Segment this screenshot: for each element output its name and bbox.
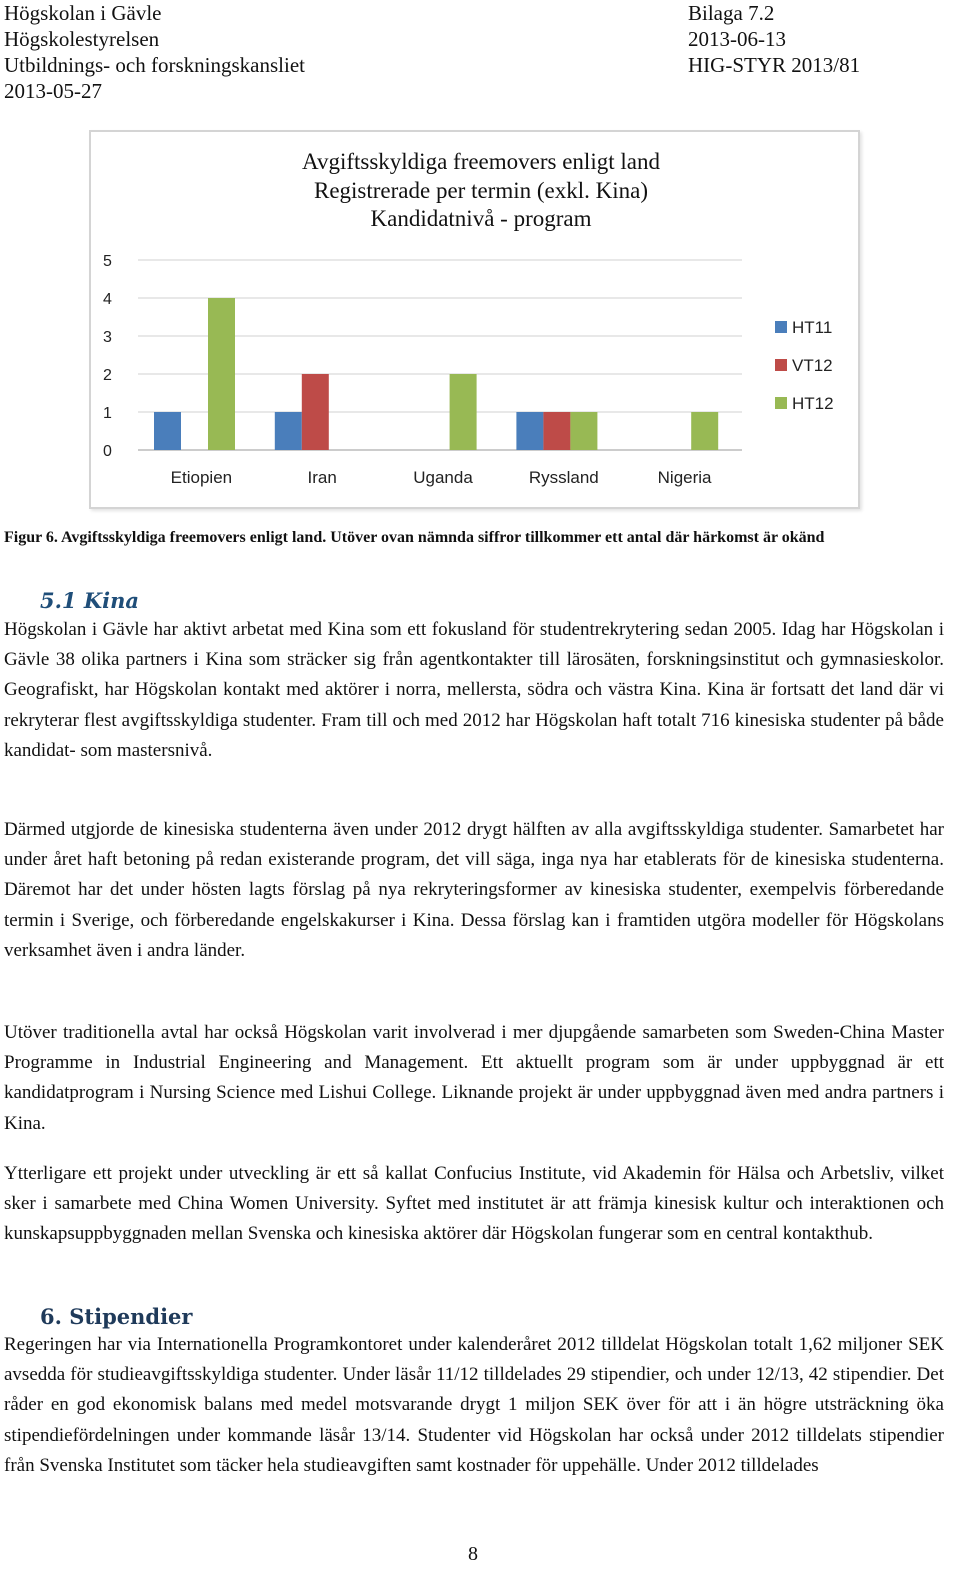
header-date: 2013-05-27 <box>4 79 102 103</box>
x-tick-label: Nigeria <box>657 468 712 487</box>
header-institution: Högskolan i Gävle <box>4 1 162 25</box>
page-number: 8 <box>468 1543 478 1565</box>
paragraph-1: Högskolan i Gävle har aktivt arbetat med Kina som ett fokusland för studentrekrytering sedan 2005. Idag har Högskolan i Gävle 38 olika partners i Kina som sträcker sig från agentkontakter till lärosäten, forskningsinstitut och gymnasieskolor. Geografiskt, har Högskolan kontakt med aktörer i norra, mellersta, södra och västra Kina. Kina är fortsatt det land där vi rekryterar flest avgiftsskyldiga studenter. Fram till och med 2012 har Högskolan haft totalt 716 kinesiska studenter på både kandidat- som mastersnivå. <box>4 619 944 761</box>
bar-vt12-ryssland <box>543 412 570 450</box>
bar-ht11-ryssland <box>516 412 543 450</box>
bar-ht12-etiopien <box>208 298 235 450</box>
y-tick-label: 3 <box>103 329 112 346</box>
bar-ht11-iran <box>275 412 302 450</box>
header-right <box>688 0 860 78</box>
bar-ht12-nigeria <box>691 412 718 450</box>
paragraph-5: Regeringen har via Internationella Programkontoret under kalenderåret 2012 tilldelat Högskolan totalt 1,62 miljoner SEK avsedda för studieavgiftsskyldiga studenter. Under läsår 11/12 tilldelades 29 stipendier, och under 12/13, 42 stipendier. Det råder en god ekonomisk balans med medel motsvarande drygt 1 miljon SEK över för att i än högre utsträckning öka stipendiefördelningen under kommande läsår 13/14. Studenter vid Högskolan har också under 2012 tilldelats stipendier från Svenska Institutet som täcker hela studieavgiften samt kostnader för uppehälle. Under 2012 tilldelades <box>4 1334 944 1476</box>
legend-label-ht12: HT12 <box>792 394 834 413</box>
chart-title-line-3: Kandidatnivå - program <box>370 206 592 231</box>
x-tick-label: Iran <box>307 468 337 487</box>
x-tick-label: Uganda <box>413 468 473 487</box>
y-tick-label: 0 <box>103 443 112 460</box>
header-reference: HIG-STYR 2013/81 <box>688 53 861 77</box>
chart-title-line-1: Avgiftsskyldiga freemovers enligt land <box>302 149 660 174</box>
paragraph-2: Därmed utgjorde de kinesiska studenterna även under 2012 drygt hälften av alla avgiftsskyldiga studenter. Samarbetet har under året haft betoning på redan existerande program, det vill säga, inga nya har etablerats för de kinesiska studenterna. Däremot har det under hösten lagts förslag på nya rekryteringsformer av kinesiska studenter, exempelvis förberedande termin i Sverige, och förberedande engelskakurser i Kina. Dessa förslag kan i framtiden utgöra modeller för Högskolans verksamhet även i andra länder. <box>4 819 944 961</box>
bar-ht12-uganda <box>450 374 477 450</box>
chart-container <box>89 130 860 509</box>
paragraph-4: Ytterligare ett projekt under utveckling är ett så kallat Confucius Institute, vid Akademin för Hälsa och Arbetsliv, vilket sker i samarbete med China Women University. Syftet med institutet är att främja kinesisk kultur och interaktionen och kunskapsuppbyggnaden mellan Svenska och kinesiska aktörer där Högskolan fungerar som en central kontakthub. <box>4 1163 944 1245</box>
header-appendix: Bilaga 7.2 <box>688 1 775 25</box>
header-office: Utbildnings- och forskningskansliet <box>4 53 305 77</box>
bar-chart <box>91 132 858 507</box>
bar-ht12-ryssland <box>570 412 597 450</box>
legend-label-ht11: HT11 <box>792 318 833 337</box>
legend-swatch-ht12 <box>775 397 787 409</box>
y-tick-label: 4 <box>103 291 112 308</box>
x-tick-label: Ryssland <box>528 468 599 487</box>
paragraph-3: Utöver traditionella avtal har också Högskolan varit involverad i mer djupgående samarbeten som Sweden-China Master Programme in Industrial Engineering and Management. Ett aktuellt program som är under uppbyggnad är ett kandidatprogram i Nursing Science med Lishui College. Liknande projekt är under uppbyggnad även med andra partners i Kina. <box>4 1022 944 1134</box>
header-left <box>4 0 305 104</box>
legend-swatch-vt12 <box>775 359 787 371</box>
y-tick-label: 2 <box>103 367 112 384</box>
legend-swatch-ht11 <box>775 321 787 333</box>
legend-label-vt12: VT12 <box>792 356 833 375</box>
bar-vt12-iran <box>302 374 329 450</box>
y-tick-label: 1 <box>103 405 112 422</box>
section-heading-stipendier: 6. Stipendier <box>40 1304 193 1329</box>
figure-caption: Figur 6. Avgiftsskyldiga freemovers enligt land. Utöver ovan nämnda siffror tillkommer ett antal där härkomst är okänd <box>4 529 825 546</box>
section-heading-kina: 5.1 Kina <box>40 588 139 613</box>
header-board: Högskolestyrelsen <box>4 27 160 51</box>
y-tick-label: 5 <box>103 253 112 270</box>
x-tick-label: Etiopien <box>170 468 233 487</box>
chart-title-line-2: Registrerade per termin (exkl. Kina) <box>313 177 648 203</box>
bar-ht11-etiopien <box>154 412 181 450</box>
header-meeting-date: 2013-06-13 <box>688 27 786 51</box>
